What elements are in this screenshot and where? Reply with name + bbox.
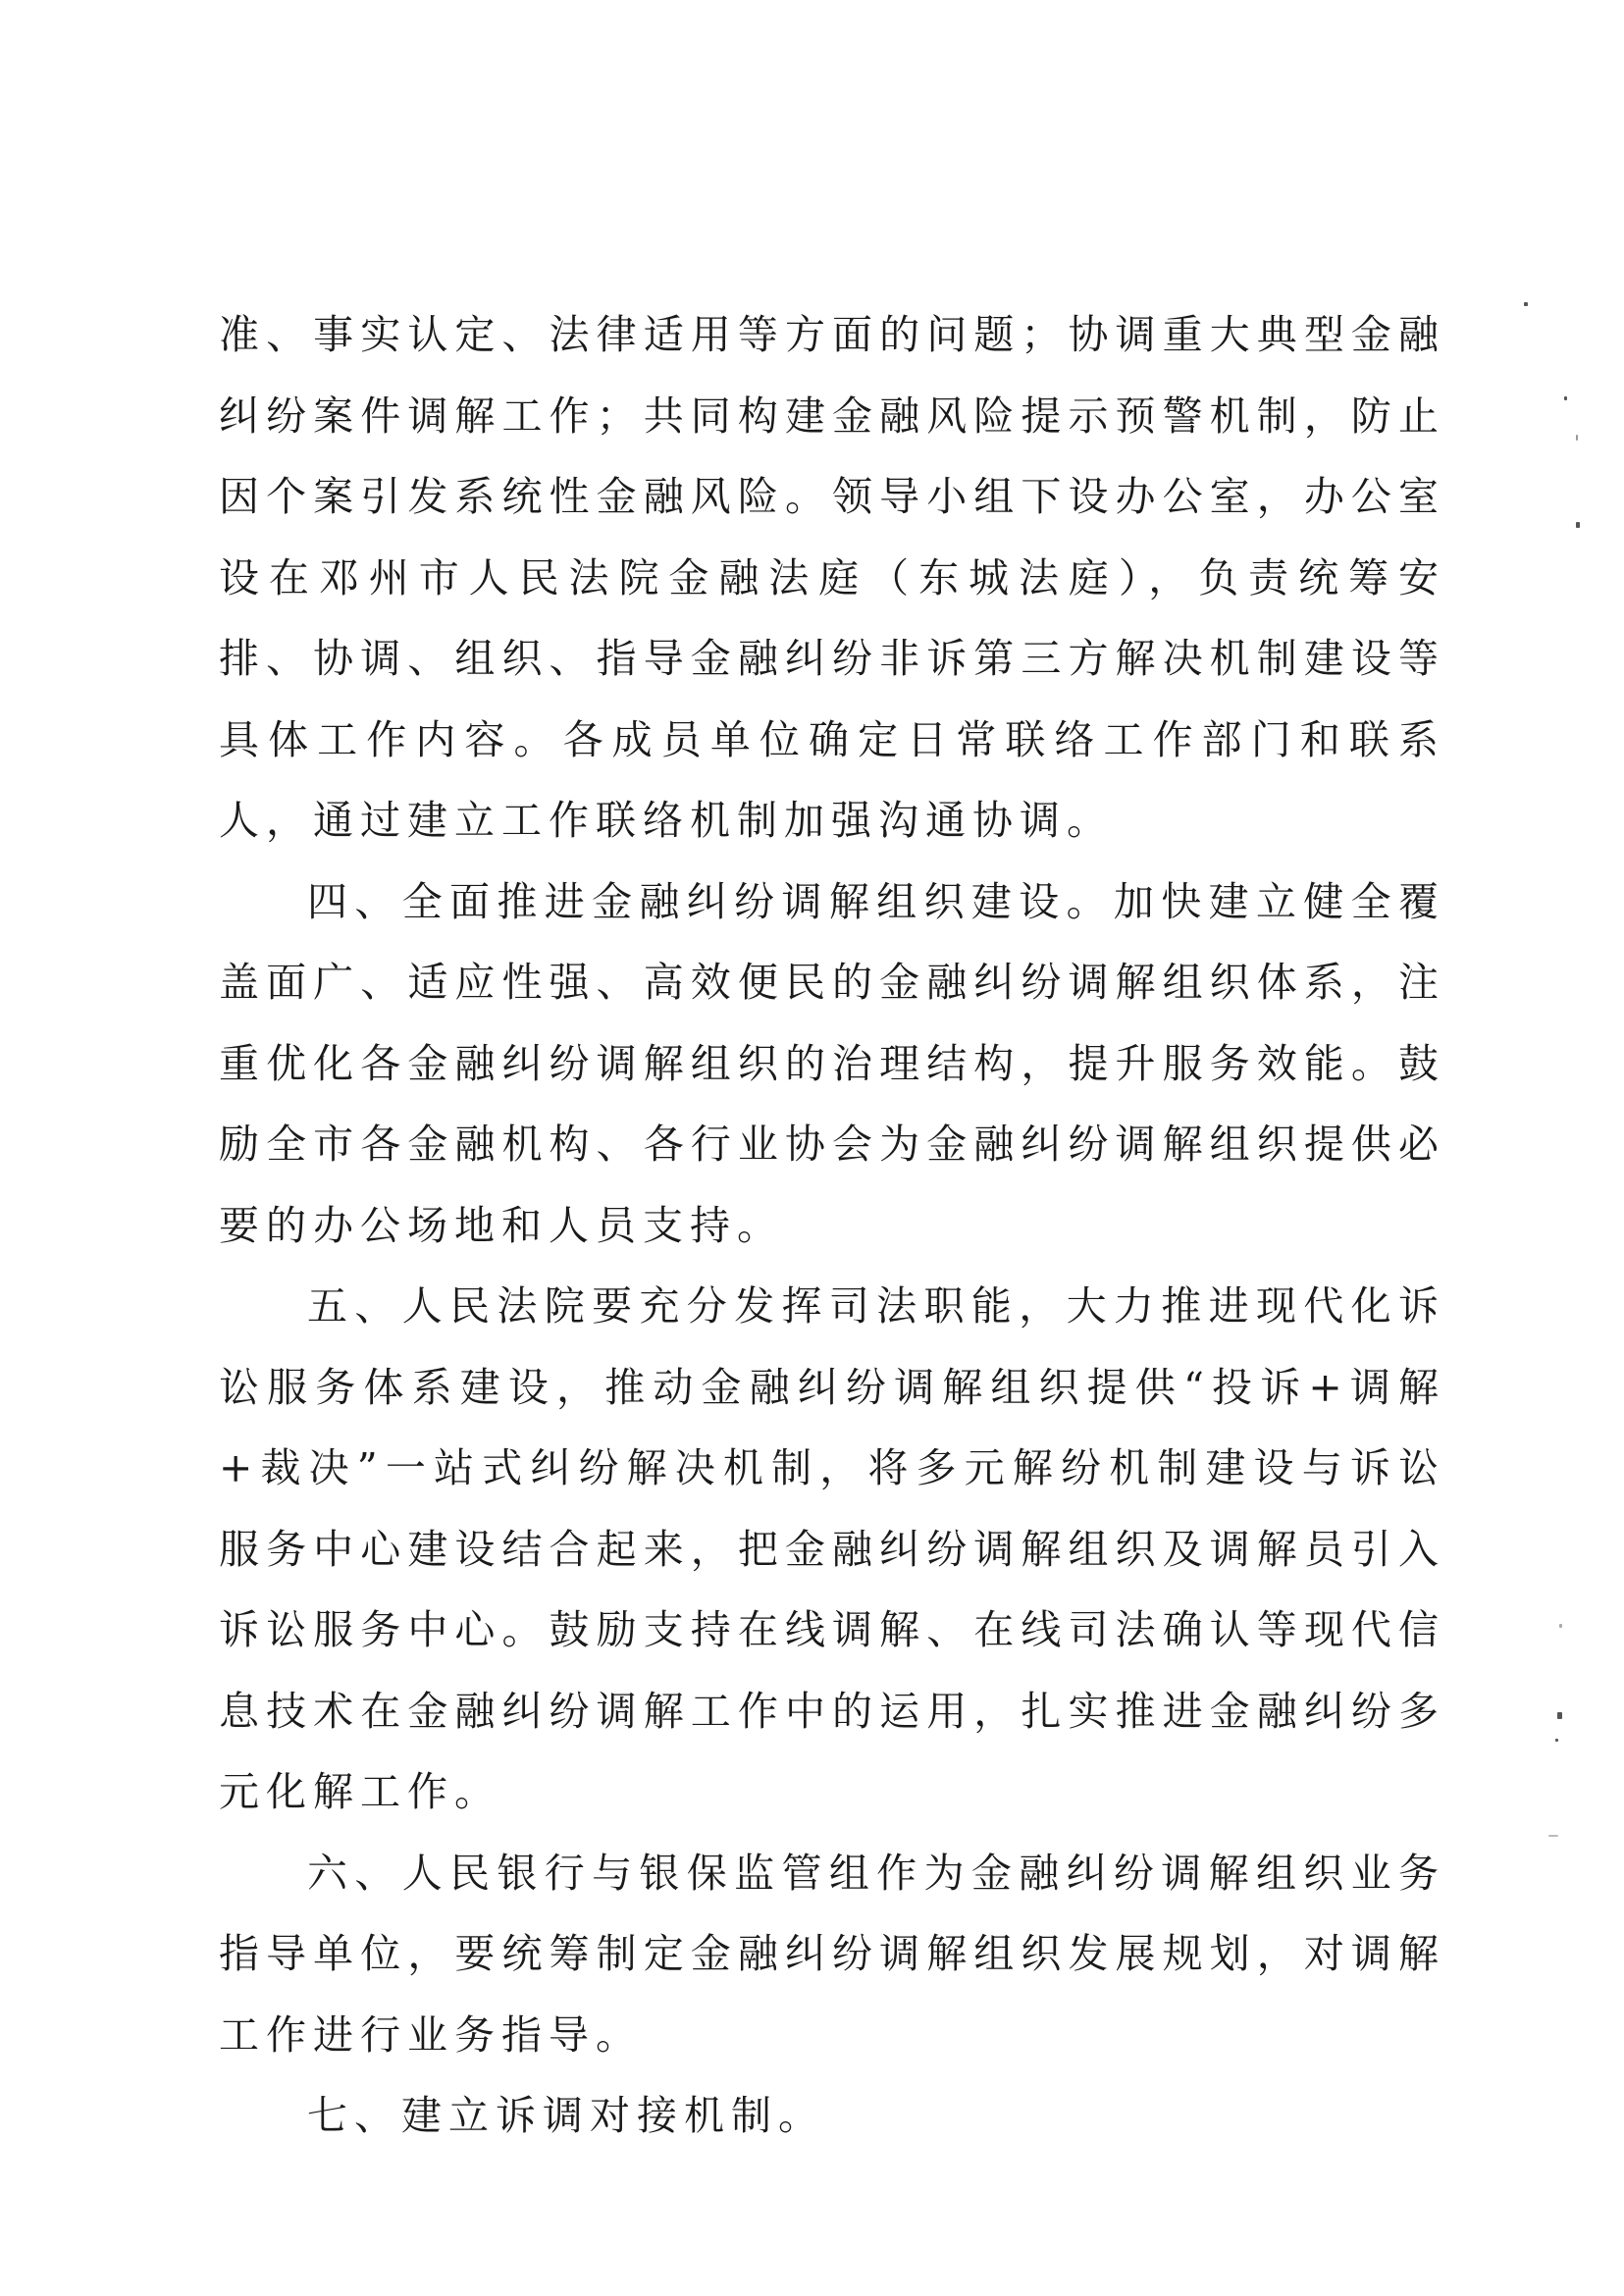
document-body [219,294,1445,2157]
paragraph-section-6: 六、人民银行与银保监管组作为金融纠纷调解组织业务指导单位，要统筹制定金融纠纷调解组织发展规划，对调解工作进行业务指导。 [219,1849,1445,2059]
scan-mark [1548,1835,1558,1837]
scan-mark [1576,435,1578,441]
paragraph-section-5: 五、人民法院要充分发挥司法职能，大力推进现代化诉讼服务体系建设，推动金融纠纷调解组织提供“投诉+调解+裁决”一站式纠纷解决机制，将多元解纷机制建设与诉讼服务中心建设结合起来，把金融纠纷调解组织及调解员引入诉讼服务中心。鼓励支持在线调解、在线司法确认等现代信息技术在金融纠纷调解工作中的运用，扎实推进金融纠纷多元化解工作。 [219,1282,1445,1815]
scan-mark [1559,1624,1562,1628]
paragraph-1: 准、事实认定、法律适用等方面的问题；协调重大典型金融纠纷案件调解工作；共同构建金融风险提示预警机制，防止因个案引发系统性金融风险。领导小组下设办公室，办公室设在邓州市人民法院金融法庭（东城法庭），负责统筹安排、协调、组织、指导金融纠纷非诉第三方解决机制建设等具体工作内容。各成员单位确定日常联络工作部门和联系人，通过建立工作联络机制加强沟通协调。 [219,311,1445,844]
paragraph-section-4: 四、全面推进金融纠纷调解组织建设。加快建立健全覆盖面广、适应性强、高效便民的金融纠纷调解组织体系，注重优化各金融纠纷调解组织的治理结构，提升服务效能。鼓励全市各金融机构、各行业协会为金融纠纷调解组织提供必要的办公场地和人员支持。 [219,877,1445,1249]
scan-mark [1576,522,1580,528]
paragraph-section-7: 七、建立诉调对接机制。 [307,2092,825,2139]
scan-mark [1524,302,1528,306]
scan-mark [1564,396,1567,400]
scan-mark [1557,1712,1562,1719]
scan-mark [1555,1739,1558,1742]
